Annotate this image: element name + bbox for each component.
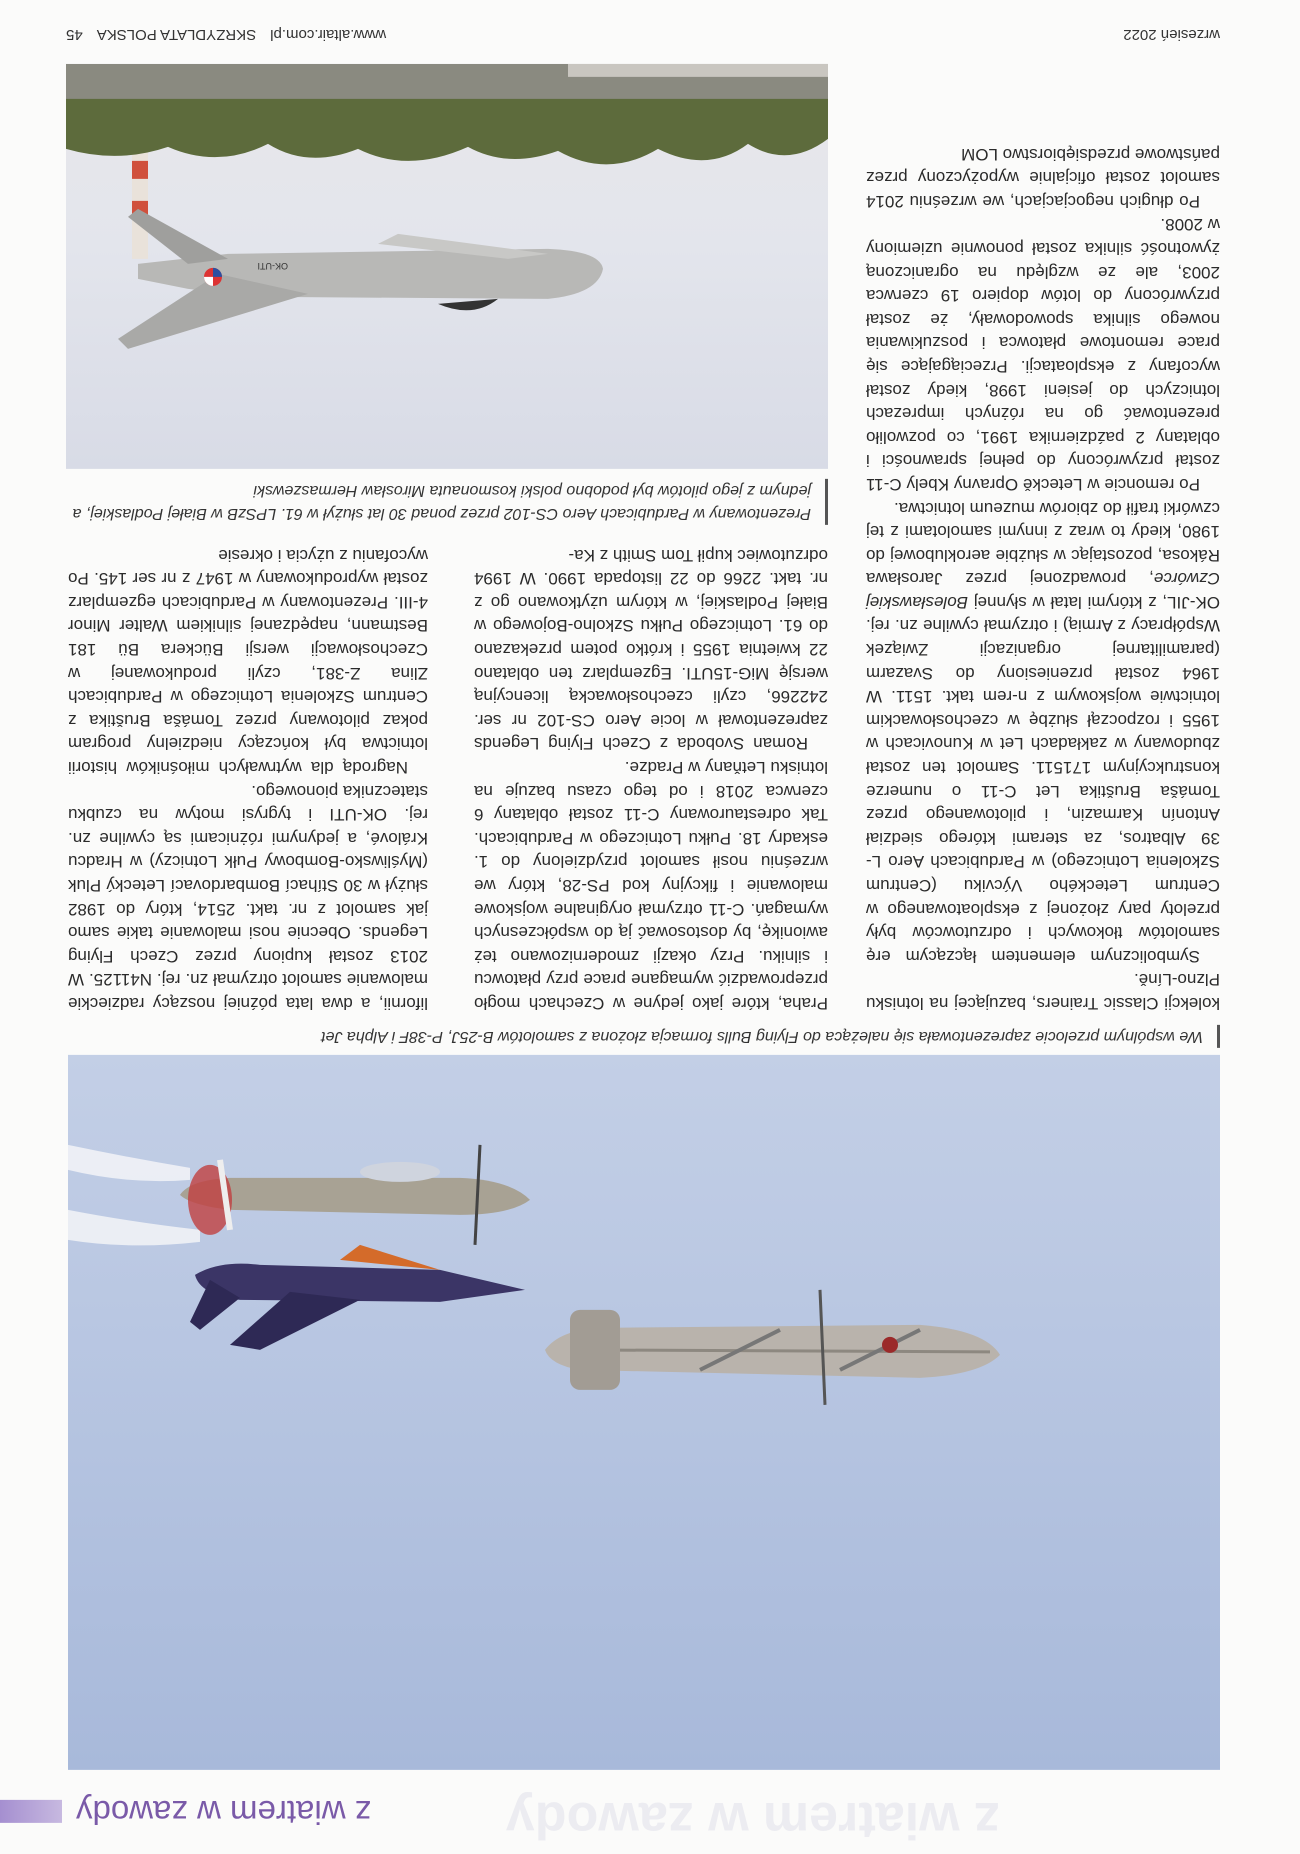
article-column-3 <box>68 543 428 1015</box>
treeline <box>66 64 828 165</box>
page-number: 45 <box>66 26 83 43</box>
cs102-photo-illustration <box>66 64 828 469</box>
footer-magazine: SKRZYDLATA POLSKA <box>96 26 257 43</box>
paragraph-text: Praha, które jako jedyne w Czechach mogło przeprowadzić wymagane prace przy płatowcu i silniku. Przy okazji zmodernizowano też awionikę, by dostosować ją do współczesnych wymagań. C-11 otrzymał oryginalne wojskowe malowanie i fikcyjny kod PS-28, który we wrześniu nosił samolot przydzielony do 1. eskadry 18. Pułku Lotniczego w Pardubicach. Tak odrestaurowany C-11 został oblatany 6 czerwca 2018 i od tego czasu bazuje na lotnisku Letňany w Pradze. <box>474 757 828 1013</box>
paragraph-text: kolekcji Classic Trainers, bazującej na lotnisku Plzno-Líně. <box>866 970 1220 1013</box>
section-accent-bar <box>0 1800 62 1823</box>
footer-date: wrzesień 2022 <box>1123 26 1220 43</box>
section-ghost-title: z wiatrem w zawody <box>505 1790 1000 1849</box>
article-paragraph <box>68 543 428 779</box>
alpha-jet <box>190 1245 525 1350</box>
article-right-block <box>68 64 828 1015</box>
cs102-jet <box>118 209 603 349</box>
formation-photo-caption: We wspólnym przelocie zaprezentowała się należąca do Flying Bulls formacja złożona z samolotów B-25J, P-38F i Alpha Jet <box>80 1025 1220 1048</box>
b25-bomber <box>545 1290 1000 1405</box>
footer-website: www.altair.com.pl <box>270 26 387 43</box>
paragraph-text: lifornii, a dwa lata później noszący radzieckie malowanie samolot otrzymał zn. rej. N41125. W 2013 został kupiony przez Czech Flying Legends. Obecnie nosi malowanie takie samo jak samolot z nr. takt. 2514, który do 1982 służył w 30 Stíhací Bombardovací Letecký Pluk (Myśliwsko-Bombowy Pułk Lotniczy) w Hradcu Králové, a jedynymi różnicami są cywilne zn. rej. OK-UTI i tygrysi motyw na czubku statecznika pionowego. <box>68 781 428 1013</box>
aircraft-registration: OK-UTI <box>257 261 288 271</box>
paragraph-text: Symbolicznym elementem łączącym erę samolotów tłokowych i odrzutowców były przeloty pary złożonej z eksploatowanego w Centrum Leteckého Výcviku (Centrum Szkolenia Lotniczego) w Pardubicach Aero L-39 Albatros, za sterami którego siedział Antonín Karmazin, i pilotowanego przez Tomáša Bruštika Let C-11 o numerze konstrukcyjnym 171511. Samolot ten został zbudowany w zakładach Let w Kunovicach w 1955 i rozpoczął służbę w czechosłowackim lotnictwie wojskowym z n-rem takt. 1511. W 1964 został przeniesiony do Svazarm (paramilitarnej organizacji Związek Współpracy z Armią) i otrzymał cywilne zn. rej. OK-JIL, z którymi latał w słynnej <box>866 592 1220 966</box>
cs102-photo-caption: Prezentowany w Pardubicach Aero CS-102 przez ponad 30 lat służył w 61. LPSzB w Białej Podlaskiej, a jednym z jego pilotów był podobno polski kosmonauta Mirosław Hermaszewski <box>66 479 828 525</box>
article-text-row <box>68 543 828 1015</box>
formation-photo <box>68 1055 1220 1770</box>
paragraph-text: Nagrodą dla wytrwałych miłośników historii lotnictwa był kończący niedzielny program pokaz pilotowany przez Tomáša Bruštika z Centrum Szkolenia Lotniczego w Pardubicach Zlina Z-381, czyli produkowanej w Czechosłowacji wersji Bückera Bü 181 Bestmann, napędzanej silnikiem Walter Minor 4-III. Prezentowany w Pardubicach egzemplarz został wyprodukowany w 1947 z nr ser 145. Po wycofaniu z użycia i okresie <box>68 545 428 777</box>
article-body <box>68 64 1220 1015</box>
paragraph-text: , prowadzonej przez Jarosława Rákosa, pozostając w służbie aeroklubowej do 1980, kiedy to wraz z innymi samolotami z tej czwórki trafił do zbiorów muzeum lotnictwa. <box>866 498 1220 589</box>
article-column-2 <box>474 543 828 1015</box>
paragraph-text: Roman Svoboda z Czech Flying Legends zaprezentował w locie Aero CS-102 nr ser. 242266, czyli czechosłowacką licencyjną wersję MiG-15UTI. Egzemplarz ten oblatano 22 kwietnia 1955 i krótko potem przekazano do 61. Lotniczego Pułku Szkolno-Bojowego w Białej Podlaskiej, w którym użytkowano go z nr. takt. 2266 do 22 listopada 1990. W 1994 odrzutowiec kupił Tom Smith z Ka- <box>474 545 828 754</box>
paragraph-text: Po remoncie w Leteckě Opravny Kbely C-11 został przywrócony do pełnej sprawności i oblatany 2 października 1991, co pozwoliło prezentować go na różnych imprezach lotniczych do jesieni 1998, kiedy został wycofany z eksploatacji. Przeciągające się prace remontowe płatowca i poszukiwania nowego silnika spowodowały, że został przywrócony do lotów dopiero 19 czerwca 2003, ale ze względu na ograniczoną żywotność silnika został ponownie uziemiony w 2008. <box>866 215 1220 494</box>
formation-photo-illustration <box>68 1055 1220 1770</box>
smoke-trails <box>68 1145 200 1246</box>
section-title: z wiatrem w zawody <box>76 1793 372 1831</box>
italic-text: Bolesławskiej Czwórce <box>866 569 1220 612</box>
cs102-photo <box>66 64 828 469</box>
article-paragraph <box>68 779 428 1015</box>
footer-info <box>66 24 386 44</box>
article-paragraph <box>866 968 1220 1015</box>
footer <box>68 24 1220 64</box>
paragraph-text: Po długich negocjacjach, we wrześniu 2014 samolot został oficjalnie wypożyczony przez państwowe przedsiębiorstwo LOM <box>866 144 1220 211</box>
article-paragraph <box>866 142 1220 213</box>
p38-lightning <box>180 1145 530 1245</box>
article-column-1 <box>866 142 1220 1015</box>
article-paragraph <box>866 496 1220 968</box>
article-paragraph <box>474 755 828 1015</box>
article-paragraph <box>474 543 828 755</box>
article-paragraph <box>866 213 1220 496</box>
